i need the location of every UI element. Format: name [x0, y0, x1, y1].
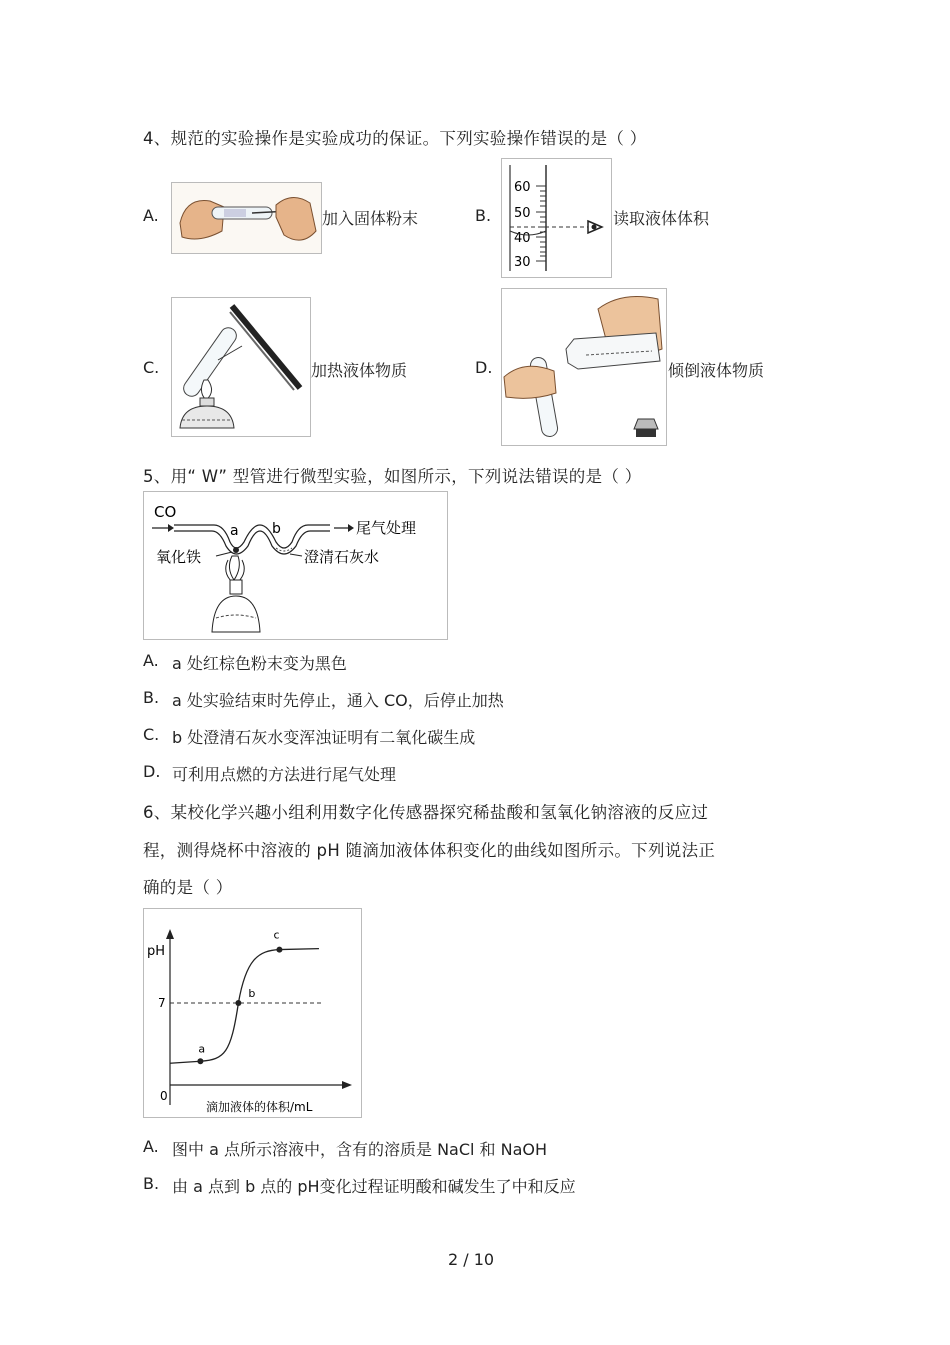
q6-option-a-letter: A.	[143, 1137, 159, 1156]
cylinder-tick-30: 30	[514, 255, 531, 270]
q4-figure-c-heating-liquid	[171, 297, 311, 437]
q6-option-b-letter: B.	[143, 1174, 160, 1193]
point-b-label: b	[248, 987, 256, 1000]
q6-option-a-text: 图中 a 点所示溶液中，含有的溶质是 NaCl 和 NaOH	[172, 1140, 548, 1159]
q4-option-c-text: 加热液体物质	[311, 361, 408, 380]
q5-option-a-letter: A.	[143, 651, 159, 670]
w-tube-exhaust-label: 尾气处理	[356, 519, 417, 537]
q4-option-d-text: 倾倒液体物质	[668, 361, 765, 380]
w-tube-co-label: CO	[154, 503, 177, 521]
q4-option-a-text: 加入固体粉末	[322, 209, 419, 228]
x-axis-label: 滴加液体的体积/mL	[206, 1100, 313, 1114]
q5-option-c-text: b 处澄清石灰水变浑浊证明有二氧化碳生成	[172, 728, 476, 747]
cylinder-tick-50: 50	[514, 206, 531, 221]
point-a-label: a	[198, 1042, 206, 1056]
q4-option-b-letter: B.	[475, 206, 492, 225]
q5-option-b-letter: B.	[143, 688, 160, 707]
q5-option-a-text: a 处红棕色粉末变为黑色	[172, 654, 347, 673]
w-tube-point-a: a	[230, 523, 239, 539]
point-c	[273, 929, 282, 953]
q5-figure-w-tube	[143, 491, 448, 640]
q4-option-a-letter: A.	[143, 206, 159, 225]
q5-option-c-letter: C.	[143, 725, 160, 744]
q4-stem: 4、规范的实验操作是实验成功的保证。下列实验操作错误的是（ ）	[143, 129, 647, 148]
cylinder-tick-40: 40	[514, 231, 531, 246]
q6-stem-line-2: 程，测得烧杯中溶液的 pH 随滴加液体体积变化的曲线如图所示。下列说法正	[143, 841, 716, 860]
q5-option-b-text: a 处实验结束时先停止，通入 CO，后停止加热	[172, 691, 504, 710]
q4-option-b-text: 读取液体体积	[613, 209, 710, 228]
q4-option-c-letter: C.	[143, 358, 160, 377]
q5-option-d-letter: D.	[143, 762, 161, 781]
y-tick-7: 7	[158, 996, 166, 1010]
y-axis-label: pH	[147, 944, 166, 959]
q6-stem-line-3: 确的是（ ）	[143, 878, 233, 897]
page-number: 2 / 10	[448, 1250, 495, 1269]
y-tick-0: 0	[160, 1089, 168, 1103]
point-c-label: c	[273, 928, 280, 942]
q4-figure-d-pouring-liquid	[501, 288, 667, 446]
point-b	[235, 987, 255, 1006]
q5-option-d-text: 可利用点燃的方法进行尾气处理	[172, 765, 397, 784]
x-axis-arrow	[342, 1081, 352, 1089]
q6-option-b-text: 由 a 点到 b 点的 pH变化过程证明酸和碱发生了中和反应	[172, 1177, 576, 1196]
y-axis-arrow	[166, 929, 174, 939]
q4-figure-a-test-tube-powder	[171, 182, 322, 254]
w-tube-iron-oxide-label: 氧化铁	[156, 548, 202, 566]
q6-ph-chart	[143, 908, 362, 1118]
ph-curve	[170, 949, 319, 1064]
w-tube-point-b: b	[272, 521, 281, 537]
cylinder-tick-60: 60	[514, 180, 531, 195]
q4-option-d-letter: D.	[475, 358, 493, 377]
w-tube-lime-water-label: 澄清石灰水	[304, 548, 380, 566]
q6-stem-line-1: 6、某校化学兴趣小组利用数字化传感器探究稀盐酸和氢氧化钠溶液的反应过	[143, 803, 709, 822]
q4-figure-b-graduated-cylinder	[501, 158, 612, 278]
q5-stem: 5、用“ W” 型管进行微型实验，如图所示，下列说法错误的是（ ）	[143, 467, 642, 486]
